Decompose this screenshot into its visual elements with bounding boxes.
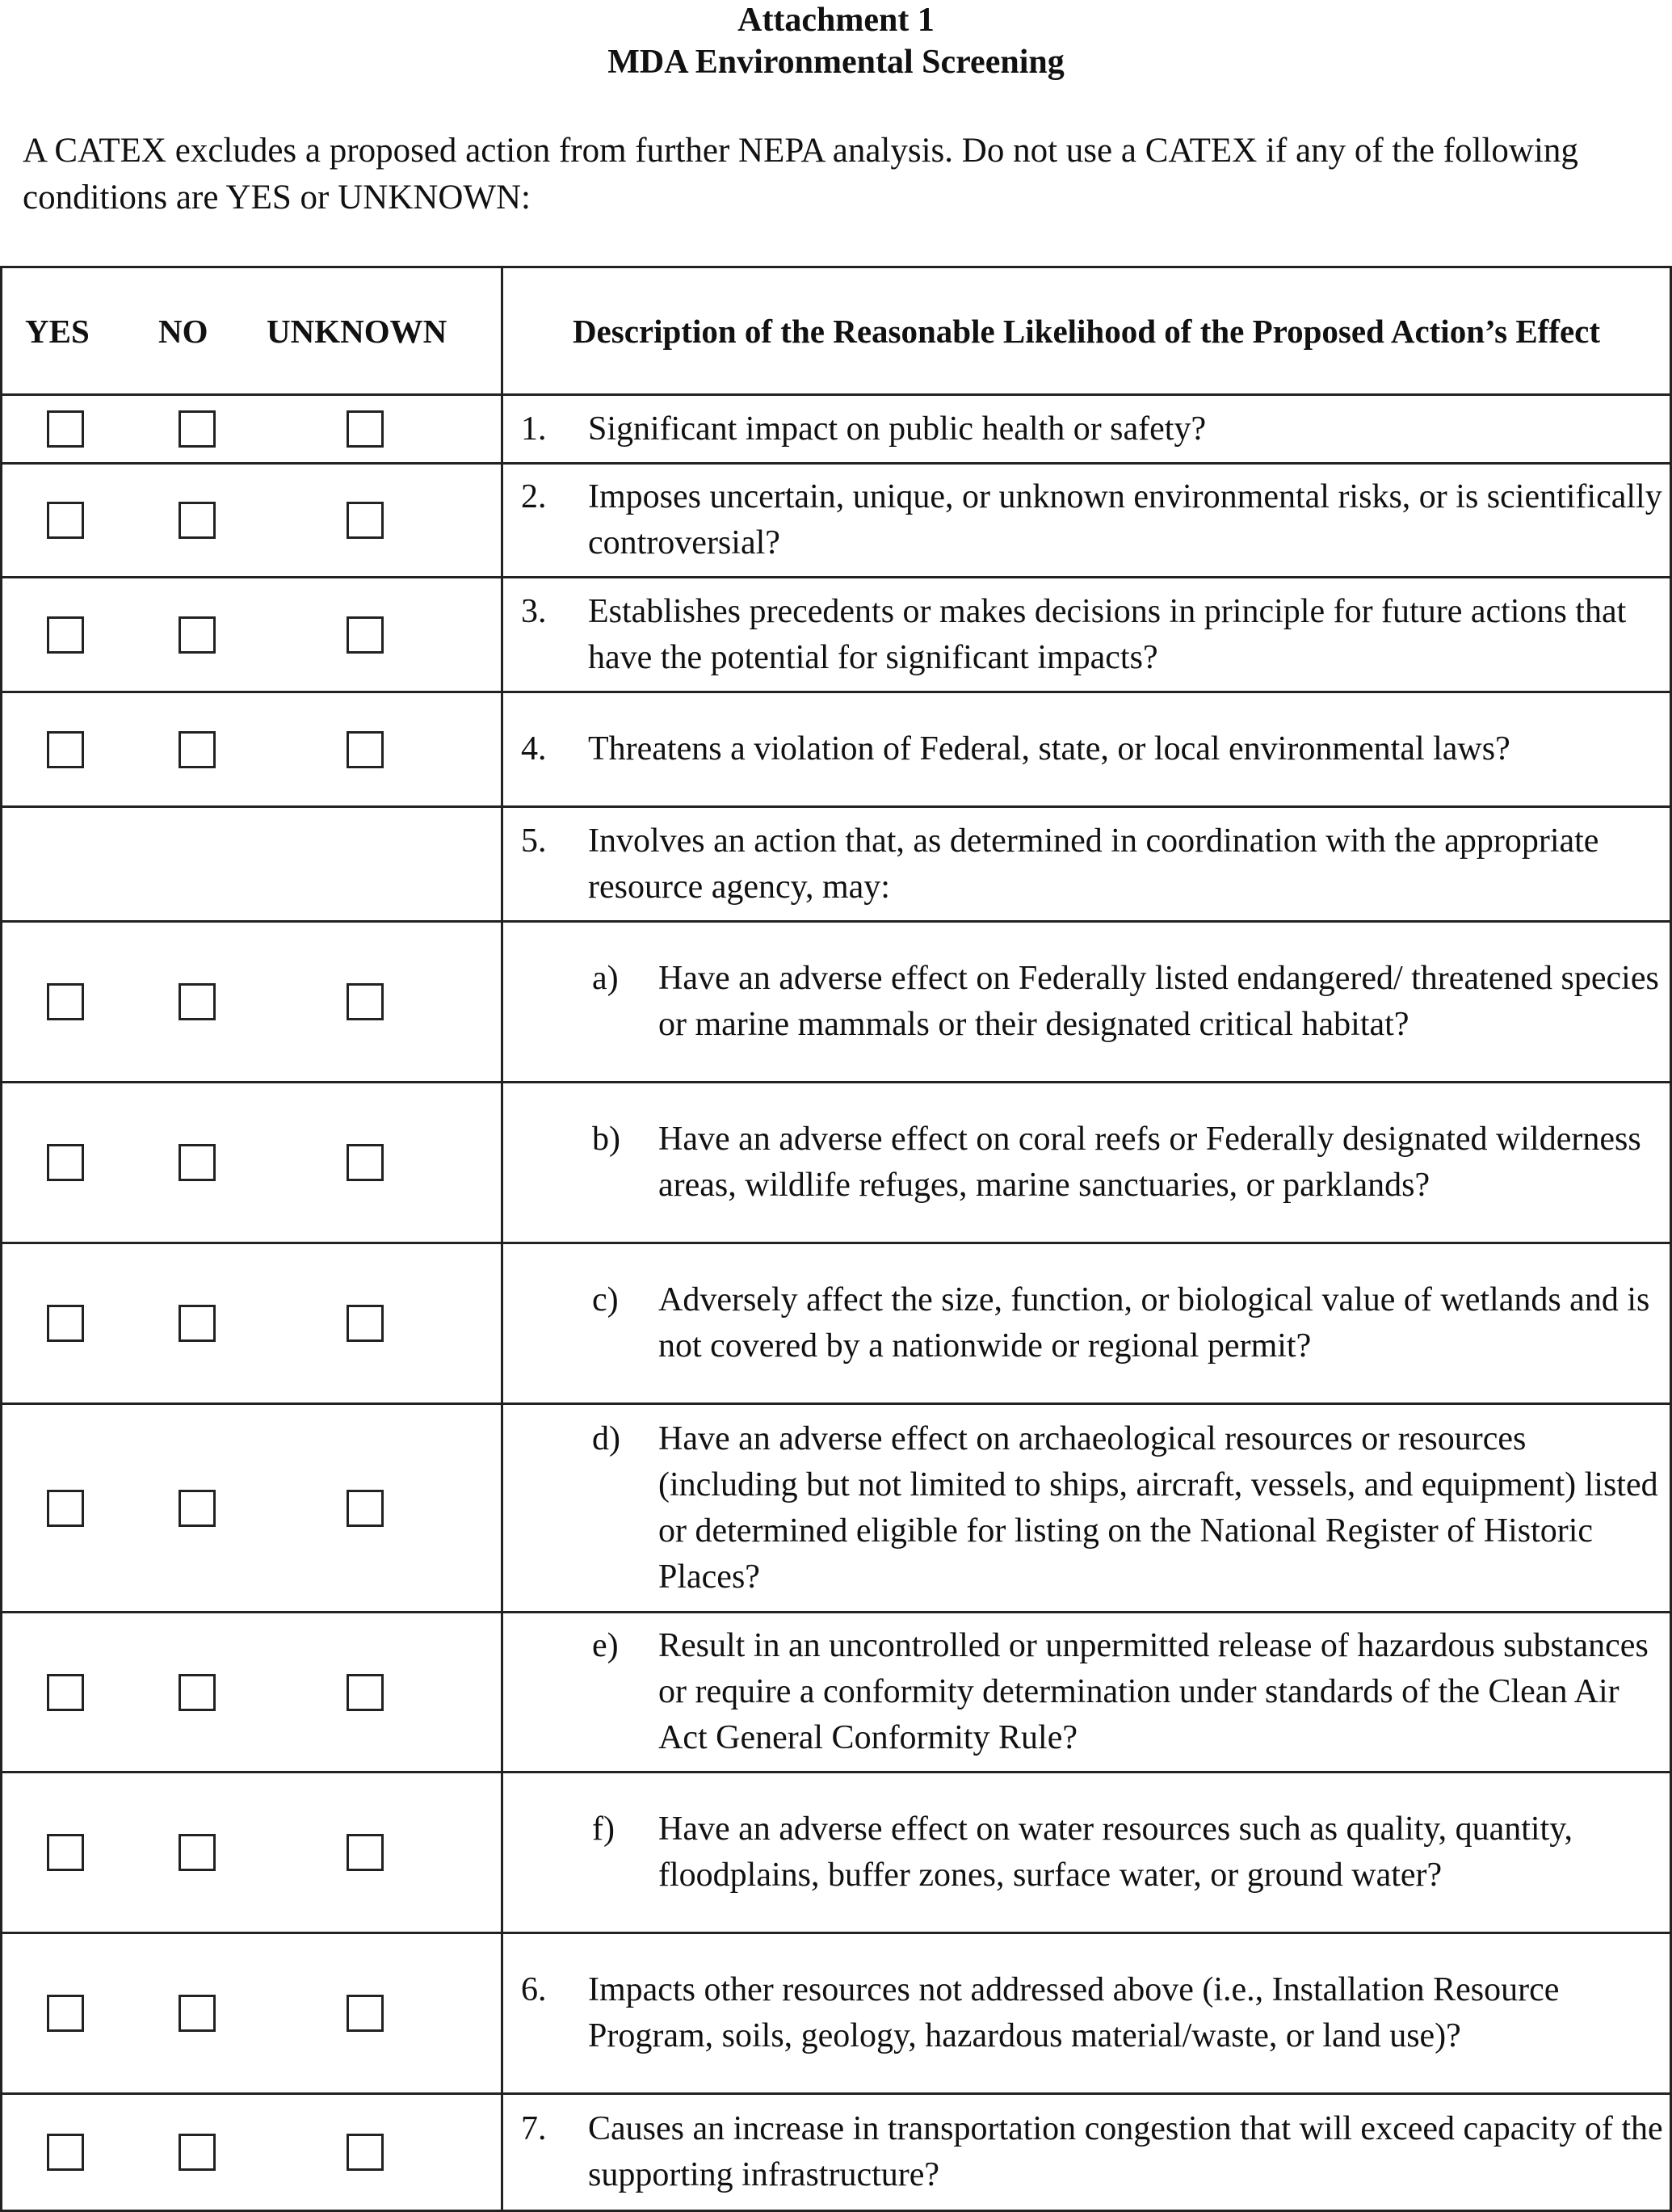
- unknown-checkbox[interactable]: [347, 983, 384, 1020]
- description-cell: [502, 1613, 1671, 1773]
- table-row: [2, 1404, 1671, 1613]
- yes-checkbox[interactable]: [47, 502, 84, 539]
- table-row: [2, 1243, 1671, 1404]
- no-checkbox[interactable]: [179, 1674, 216, 1711]
- answer-columns-header: [2, 267, 502, 395]
- table-row: [2, 1613, 1671, 1773]
- answer-cell: [2, 2094, 502, 2211]
- table-row: [2, 464, 1671, 578]
- no-checkbox[interactable]: [179, 410, 216, 448]
- item-letter: c): [592, 1281, 619, 1318]
- item-text: Result in an uncontrolled or unpermitted release of hazardous substances or require a conformity determination under standards of the Clean Air Act General Conformity Rule?: [658, 1627, 1649, 1756]
- answer-cell: [2, 692, 502, 807]
- table-row: [2, 692, 1671, 807]
- unknown-checkbox[interactable]: [347, 1305, 384, 1342]
- item-text: Causes an increase in transportation congestion that will exceed capacity of the supporting infrastructure?: [588, 2110, 1663, 2193]
- yes-checkbox[interactable]: [47, 1144, 84, 1181]
- description-cell: [502, 464, 1671, 578]
- item-number: 6.: [521, 1971, 547, 2008]
- table-row: [2, 578, 1671, 692]
- item-text: Have an adverse effect on water resources such as quality, quantity, floodplains, buffer zones, surface water, or ground water?: [658, 1810, 1573, 1894]
- screening-table: [0, 266, 1672, 2212]
- answer-cell: [2, 578, 502, 692]
- item-number: 2.: [521, 478, 547, 515]
- yes-checkbox[interactable]: [47, 2134, 84, 2171]
- unknown-checkbox[interactable]: [347, 1490, 384, 1527]
- item-text: Threatens a violation of Federal, state, or local environmental laws?: [588, 730, 1510, 767]
- yes-column-header: YES: [25, 312, 90, 350]
- no-checkbox[interactable]: [179, 502, 216, 539]
- answer-cell: [2, 1773, 502, 1933]
- document-title: MDA Environmental Screening: [607, 44, 1065, 81]
- description-cell: [502, 692, 1671, 807]
- no-checkbox[interactable]: [179, 731, 216, 768]
- unknown-checkbox[interactable]: [347, 2134, 384, 2171]
- table-row: [2, 395, 1671, 464]
- item-text: Have an adverse effect on archaeological resources or resources (including but not limited to ships, aircraft, vessels, and equipment) listed or determined eligible for listing on the National Register of Historic Places?: [658, 1419, 1658, 1596]
- unknown-checkbox[interactable]: [347, 1144, 384, 1181]
- no-checkbox[interactable]: [179, 2134, 216, 2171]
- table-row: [2, 1933, 1671, 2094]
- item-letter: d): [592, 1419, 620, 1457]
- description-cell: [502, 2094, 1671, 2211]
- yes-checkbox[interactable]: [47, 731, 84, 768]
- item-text: Imposes uncertain, unique, or unknown environmental risks, or is scientifically controversial?: [588, 478, 1662, 561]
- answer-cell: [2, 1613, 502, 1773]
- description-cell: [502, 1773, 1671, 1933]
- item-letter: b): [592, 1121, 620, 1158]
- no-checkbox[interactable]: [179, 1995, 216, 2032]
- no-checkbox[interactable]: [179, 1490, 216, 1527]
- table-row: [2, 1773, 1671, 1933]
- item-text: Involves an action that, as determined in coordination with the appropriate resource agency, may:: [588, 822, 1599, 906]
- unknown-checkbox[interactable]: [347, 1834, 384, 1871]
- answer-cell: [2, 922, 502, 1083]
- yes-checkbox[interactable]: [47, 1490, 84, 1527]
- answer-cell: [2, 1083, 502, 1243]
- unknown-checkbox[interactable]: [347, 731, 384, 768]
- item-letter: e): [592, 1627, 619, 1664]
- item-text: Impacts other resources not addressed above (i.e., Installation Resource Program, soils, geology, hazardous material/waste, or land use)?: [588, 1971, 1560, 2054]
- item-number: 1.: [521, 410, 547, 448]
- unknown-column-header: UNKNOWN: [267, 312, 447, 350]
- answer-cell: [2, 1243, 502, 1404]
- yes-checkbox[interactable]: [47, 1305, 84, 1342]
- item-number: 4.: [521, 730, 547, 767]
- item-number: 3.: [521, 592, 547, 630]
- answer-cell: [2, 464, 502, 578]
- no-column-header: NO: [158, 312, 208, 350]
- attachment-title: Attachment 1: [737, 2, 935, 39]
- yes-checkbox[interactable]: [47, 1995, 84, 2032]
- item-letter: a): [592, 960, 619, 997]
- yes-checkbox[interactable]: [47, 983, 84, 1020]
- description-cell: [502, 395, 1671, 464]
- answer-cell: [2, 1933, 502, 2094]
- description-cell: [502, 1083, 1671, 1243]
- description-cell: [502, 578, 1671, 692]
- description-cell: [502, 922, 1671, 1083]
- description-cell: [502, 1404, 1671, 1613]
- no-checkbox[interactable]: [179, 1305, 216, 1342]
- unknown-checkbox[interactable]: [347, 410, 384, 448]
- no-checkbox[interactable]: [179, 1144, 216, 1181]
- unknown-checkbox[interactable]: [347, 616, 384, 654]
- description-cell: [502, 1243, 1671, 1404]
- yes-checkbox[interactable]: [47, 616, 84, 654]
- table-header-row: [2, 267, 1671, 395]
- unknown-checkbox[interactable]: [347, 1674, 384, 1711]
- unknown-checkbox[interactable]: [347, 502, 384, 539]
- item-text: Have an adverse effect on coral reefs or Federally designated wilderness areas, wildlife refuges, marine sanctuaries, or parklands?: [658, 1121, 1641, 1204]
- table-row: [2, 922, 1671, 1083]
- intro-paragraph: A CATEX excludes a proposed action from further NEPA analysis. Do not use a CATEX if any of the following conditions are YES or UNKNOWN:: [23, 132, 1578, 217]
- answer-cell-empty: [2, 807, 502, 922]
- no-checkbox[interactable]: [179, 983, 216, 1020]
- item-text: Have an adverse effect on Federally listed endangered/ threatened species or marine mammals or their designated critical habitat?: [658, 960, 1659, 1043]
- unknown-checkbox[interactable]: [347, 1995, 384, 2032]
- no-checkbox[interactable]: [179, 616, 216, 654]
- yes-checkbox[interactable]: [47, 1674, 84, 1711]
- table-row: [2, 1083, 1671, 1243]
- description-cell: [502, 807, 1671, 922]
- item-text: Adversely affect the size, function, or biological value of wetlands and is not covered by a nationwide or regional permit?: [658, 1281, 1650, 1365]
- description-cell: [502, 1933, 1671, 2094]
- yes-checkbox[interactable]: [47, 1834, 84, 1871]
- table-row: [2, 807, 1671, 922]
- item-letter: f): [592, 1810, 615, 1848]
- table-row: [2, 2094, 1671, 2211]
- item-number: 7.: [521, 2110, 547, 2147]
- answer-cell: [2, 1404, 502, 1613]
- no-checkbox[interactable]: [179, 1834, 216, 1871]
- item-text: Establishes precedents or makes decisions in principle for future actions that have the potential for significant impacts?: [588, 592, 1627, 676]
- item-text: Significant impact on public health or safety?: [588, 410, 1207, 448]
- item-number: 5.: [521, 822, 547, 860]
- yes-checkbox[interactable]: [47, 410, 84, 448]
- answer-cell: [2, 395, 502, 464]
- description-column-header: Description of the Reasonable Likelihood of the Proposed Action’s Effect: [502, 267, 1671, 395]
